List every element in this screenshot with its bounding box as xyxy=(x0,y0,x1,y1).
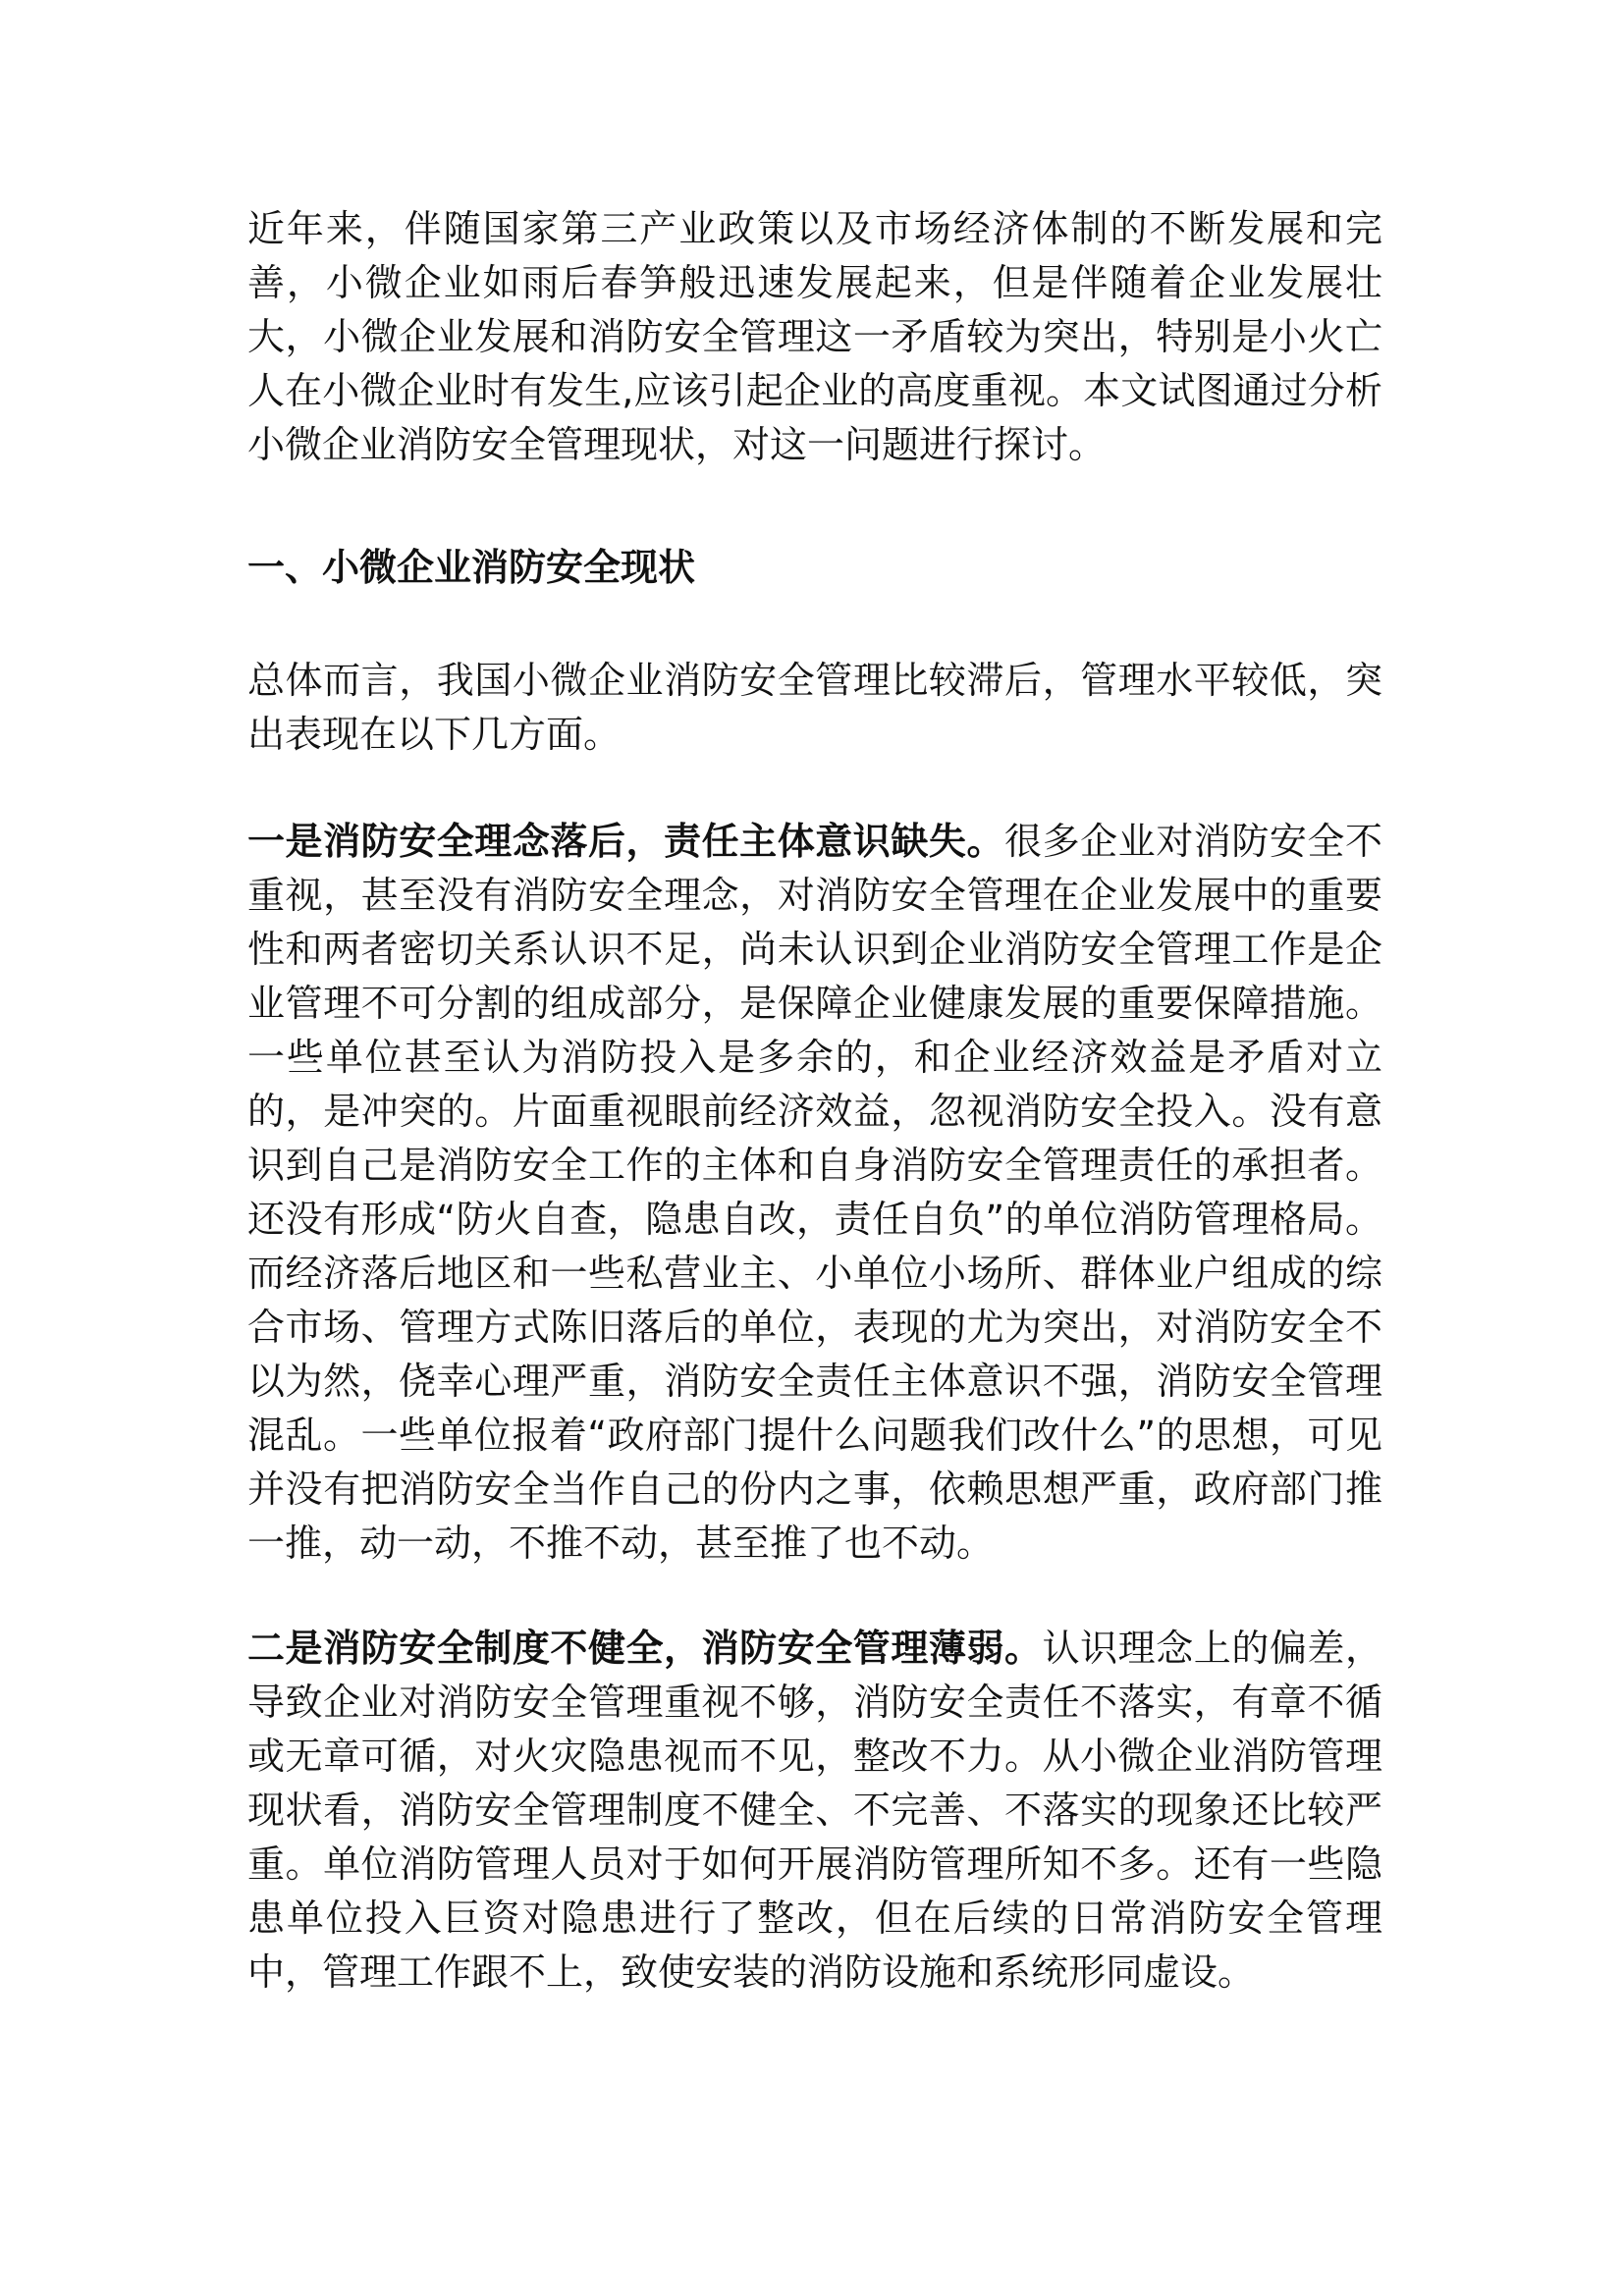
point-paragraph-1 xyxy=(247,815,1382,1571)
document-page xyxy=(247,202,1382,2000)
section-heading: 一、小微企业消防安全现状 xyxy=(247,546,696,589)
summary-paragraph: 总体而言，我国小微企业消防安全管理比较滞后，管理水平较低，突出表现在以下几方面。 xyxy=(247,659,1382,756)
point-paragraph-2 xyxy=(247,1622,1382,2000)
intro-paragraph: 近年来，伴随国家第三产业政策以及市场经济体制的不断发展和完善，小微企业如雨后春笋般迅速发展起来，但是伴随着企业发展壮大，小微企业发展和消防安全管理这一矛盾较为突出，特别是小火亡人在小微企业时有发生,应该引起企业的高度重视。本文试图通过分析小微企业消防安全管理现状，对这一问题进行探讨。 xyxy=(247,207,1382,466)
point-lead-1: 一是消防安全理念落后，责任主体意识缺失。 xyxy=(247,820,1005,863)
point-body-2: 认识理念上的偏差，导致企业对消防安全管理重视不够，消防安全责任不落实，有章不循或无章可循，对火灾隐患视而不见，整改不力。从小微企业消防管理现状看，消防安全管理制度不健全、不完善、不落实的现象还比较严重。单位消防管理人员对于如何开展消防管理所知不多。还有一些隐患单位投入巨资对隐患进行了整改，但在后续的日常消防安全管理中，管理工作跟不上，致使安装的消防设施和系统形同虚设。 xyxy=(247,1627,1382,1994)
point-lead-2: 二是消防安全制度不健全，消防安全管理薄弱。 xyxy=(247,1627,1043,1670)
point-body-1: 很多企业对消防安全不重视，甚至没有消防安全理念，对消防安全管理在企业发展中的重要性和两者密切关系认识不足，尚未认识到企业消防安全管理工作是企业管理不可分割的组成部分，是保障企业健康发展的重要保障措施。一些单位甚至认为消防投入是多余的，和企业经济效益是矛盾对立的，是冲突的。片面重视眼前经济效益，忽视消防安全投入。没有意识到自己是消防安全工作的主体和自身消防安全管理责任的承担者。还没有形成“防火自查，隐患自改，责任自负”的单位消防管理格局。而经济落后地区和一些私营业主、小单位小场所、群体业户组成的综合市场、管理方式陈旧落后的单位，表现的尤为突出，对消防安全不以为然，侥幸心理严重，消防安全责任主体意识不强，消防安全管理混乱。一些单位报着“政府部门提什么问题我们改什么”的思想，可见并没有把消防安全当作自己的份内之事，依赖思想严重，政府部门推一推，动一动，不推不动，甚至推了也不动。 xyxy=(247,820,1382,1565)
